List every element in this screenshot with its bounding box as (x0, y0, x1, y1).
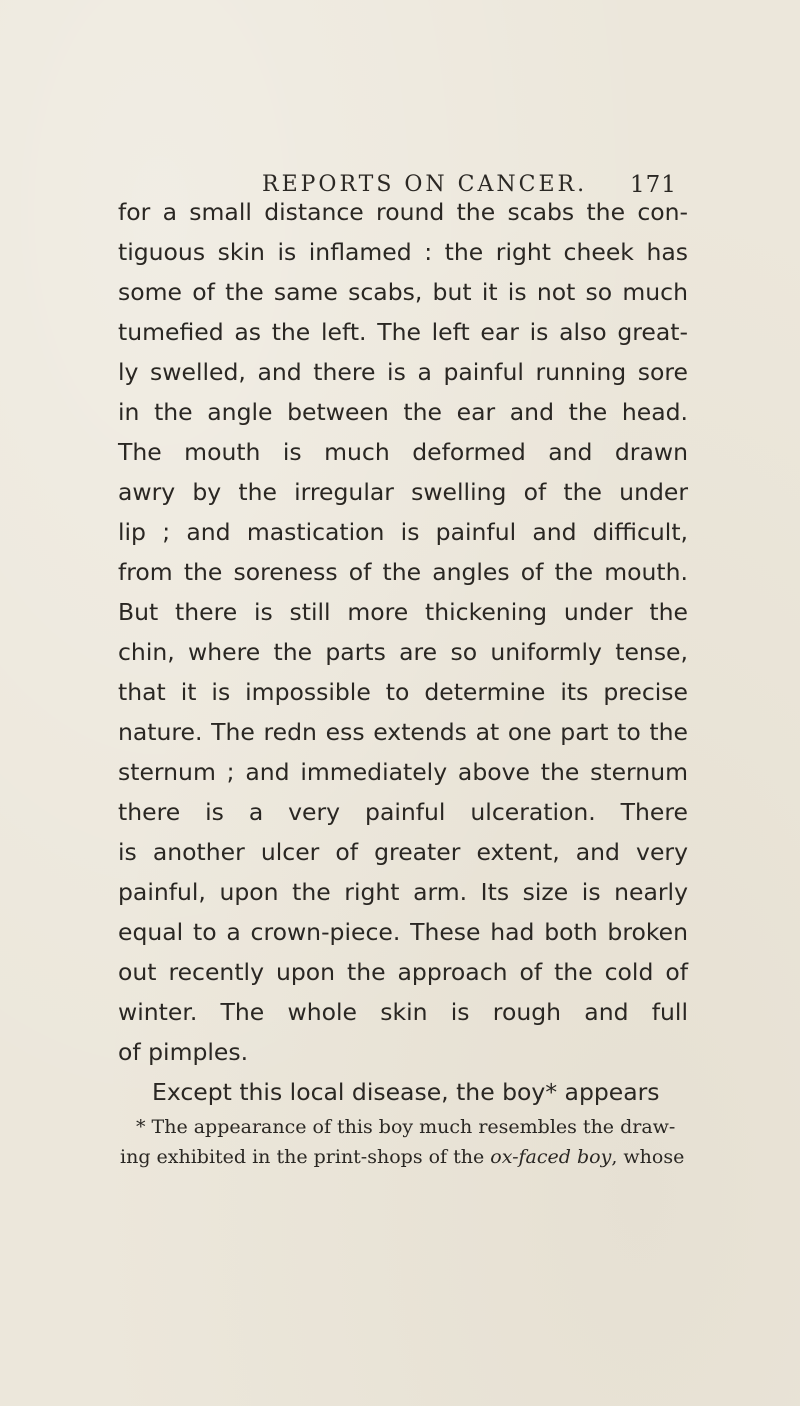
text-line: equal to a crown-piece. These had both broken (118, 918, 688, 946)
text-line: chin, where the parts are so uniformly tense, (118, 638, 688, 666)
footnote-text: , whose (611, 1146, 685, 1168)
text-line: is another ulcer of greater extent, and very (118, 838, 688, 866)
text-line: ly swelled, and there is a painful running sore (118, 358, 688, 386)
text-line: lip ; and mastication is painful and difficult, (118, 518, 688, 546)
footnote-italic-text: ox-faced boy (490, 1146, 612, 1168)
text-line: of pimples. (118, 1038, 249, 1066)
text-line: But there is still more thickening under the (118, 598, 688, 626)
running-title: REPORTS ON CANCER. (262, 172, 588, 197)
text-line: awry by the irregular swelling of the under (118, 478, 688, 506)
text-line: for a small distance round the scabs the con- (118, 198, 688, 226)
text-line: some of the same scabs, but it is not so much (118, 278, 688, 306)
text-line: out recently upon the approach of the cold of (118, 958, 688, 986)
body-text (118, 192, 688, 1112)
text-line: painful, upon the right arm. Its size is nearly (118, 878, 688, 906)
footnote (120, 1112, 692, 1172)
text-line: there is a very painful ulceration. There (118, 798, 688, 826)
footnote-line (120, 1142, 692, 1172)
text-line: in the angle between the ear and the head. (118, 398, 688, 426)
text-line: winter. The whole skin is rough and full (118, 998, 688, 1026)
text-line: The mouth is much deformed and drawn (118, 438, 688, 466)
footnote-text: ing exhibited in the print-shops of the (120, 1146, 491, 1168)
text-line: sternum ; and immediately above the sternum (118, 758, 688, 786)
paragraph-start-line: Except this local disease, the boy* appears (152, 1078, 660, 1106)
text-line: tumefied as the left. The left ear is also great- (118, 318, 688, 346)
text-line: nature. The redn ess extends at one part to the (118, 718, 688, 746)
page-number: 171 (630, 172, 677, 198)
footnote-line: * The appearance of this boy much resembles the draw- (136, 1116, 676, 1138)
text-line: from the soreness of the angles of the mouth. (118, 558, 688, 586)
text-line: tiguous skin is inflamed : the right cheek has (118, 238, 688, 266)
text-line: that it is impossible to determine its precise (118, 678, 688, 706)
